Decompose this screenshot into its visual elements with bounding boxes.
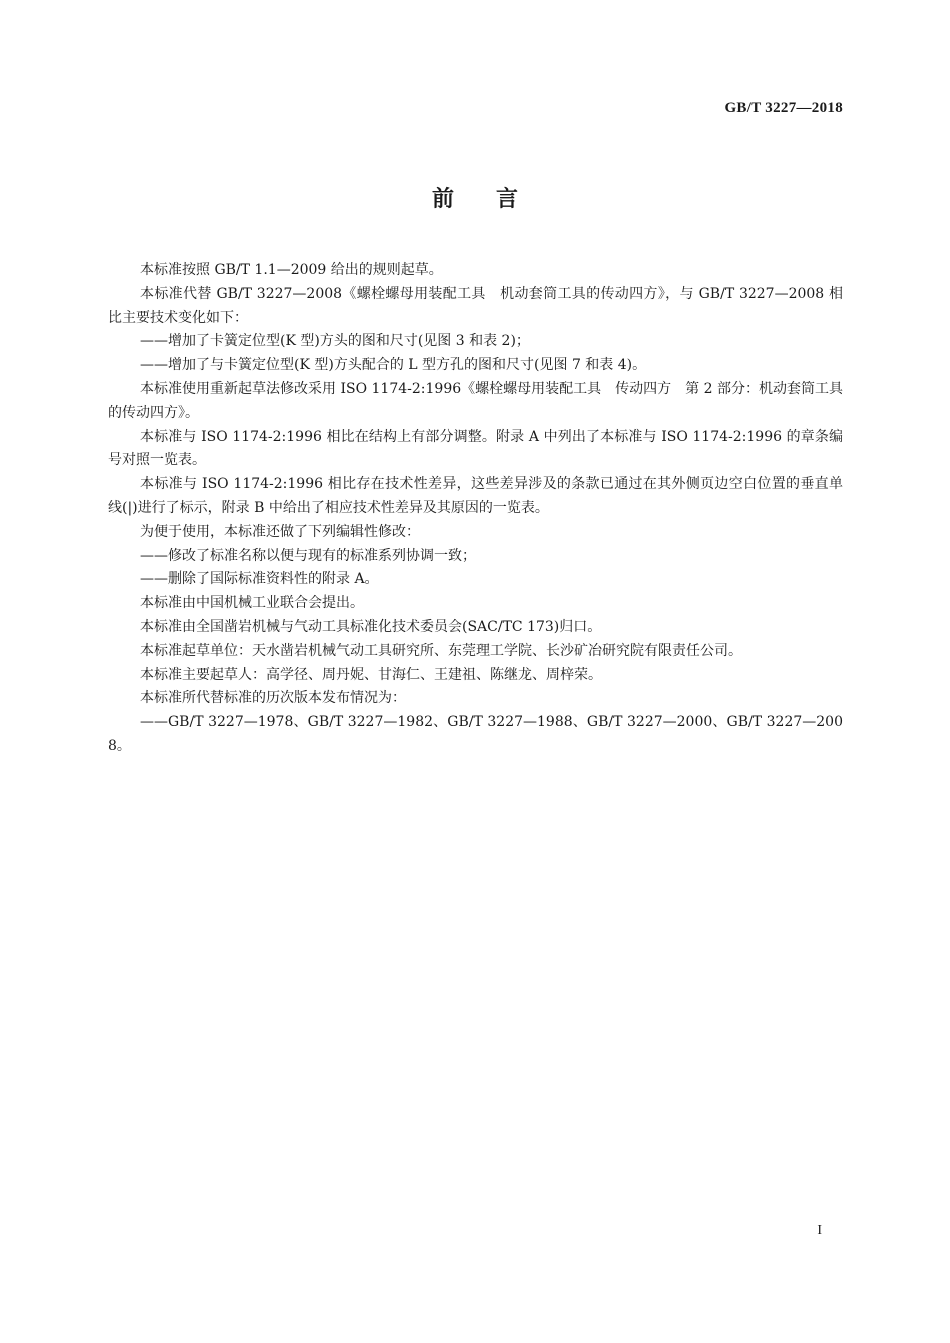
paragraph-history-intro: 本标准所代替标准的历次版本发布情况为： — [140, 690, 406, 707]
paragraph-under-jurisdiction: 本标准由全国凿岩机械与气动工具标准化技术委员会(SAC/TC 173)归口。 — [140, 618, 602, 635]
editorial-item-name: ——修改了标准名称以便与现有的标准系列协调一致； — [140, 547, 476, 564]
editorial-item-annex: ——删除了国际标准资料性的附录 A。 — [140, 571, 379, 588]
history-versions: ——GB/T 3227—1978、GB/T 3227—1982、GB/T 3227—1988、GB/T 3227—2000、GB/T 3227—2008。 — [108, 714, 843, 754]
paragraph-technical-differences: 本标准与 ISO 1174-2:1996 相比存在技术性差异，这些差异涉及的条款已通过在其外侧页边空白位置的垂直单线(|)进行了标示，附录 B 中给出了相应技术性差异及其原因的一览表。 — [108, 476, 843, 516]
paragraph-editorial-intro: 为便于使用，本标准还做了下列编辑性修改： — [140, 523, 420, 540]
paragraph-iso-adoption: 本标准使用重新起草法修改采用 ISO 1174-2:1996《螺栓螺母用装配工具 传动四方 第 2 部分：机动套筒工具的传动四方》。 — [108, 380, 843, 421]
standard-code: GB/T 3227—2018 — [724, 100, 843, 116]
change-item-l-type: ——增加了与卡簧定位型(K 型)方头配合的 L 型方孔的图和尺寸(见图 7 和表 4)。 — [140, 357, 647, 374]
paragraph-structure: 本标准与 ISO 1174-2:1996 相比在结构上有部分调整。附录 A 中列出了本标准与 ISO 1174-2:1996 的章条编号对照一览表。 — [108, 428, 843, 469]
page-number: I — [817, 1223, 822, 1238]
paragraph-proposed-by: 本标准由中国机械工业联合会提出。 — [140, 595, 364, 612]
paragraph-drafting-rules: 本标准按照 GB/T 1.1—2009 给出的规则起草。 — [140, 262, 443, 278]
paragraph-replaces: 本标准代替 GB/T 3227—2008《螺栓螺母用装配工具 机动套筒工具的传动四方》，与 GB/T 3227—2008 相比主要技术变化如下： — [108, 285, 843, 326]
preface-body — [108, 259, 843, 759]
page-title: 前言 — [431, 187, 560, 212]
paragraph-drafting-units: 本标准起草单位：天水凿岩机械气动工具研究所、东莞理工学院、长沙矿冶研究院有限责任公司。 — [140, 642, 742, 659]
paragraph-drafters: 本标准主要起草人：高学径、周丹妮、甘海仁、王建祖、陈继龙、周梓荣。 — [140, 666, 602, 683]
change-item-k-type: ——增加了卡簧定位型(K 型)方头的图和尺寸(见图 3 和表 2)； — [140, 333, 530, 350]
